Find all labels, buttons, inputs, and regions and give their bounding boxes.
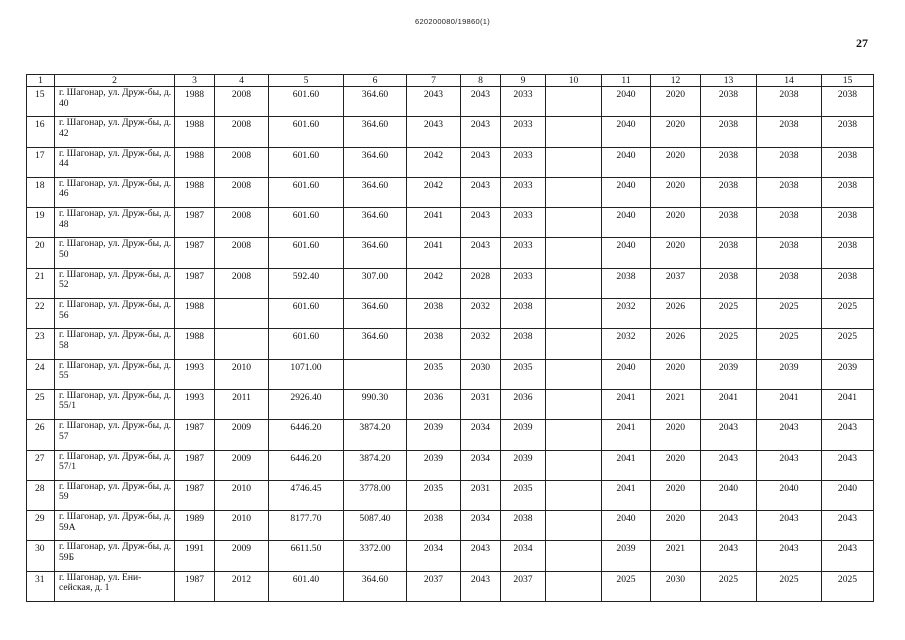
- value-cell-col-8: 2030: [461, 359, 501, 389]
- table-row: [27, 268, 874, 298]
- value-cell-col-5: 592.40: [269, 268, 344, 298]
- column-header-13: 13: [701, 75, 757, 87]
- value-cell-col-6: 364.60: [344, 147, 407, 177]
- value-cell-col-10: [546, 208, 602, 238]
- value-cell-col-5: 8177.70: [269, 511, 344, 541]
- table-row: [27, 177, 874, 207]
- value-cell-col-14: 2038: [757, 208, 822, 238]
- value-cell-col-15: 2039: [822, 359, 874, 389]
- row-number-cell: 24: [27, 359, 55, 389]
- value-cell-col-15: 2040: [822, 480, 874, 510]
- value-cell-col-9: 2036: [501, 389, 546, 419]
- row-number-cell: 16: [27, 117, 55, 147]
- value-cell-col-7: 2035: [407, 359, 461, 389]
- column-header-5: 5: [269, 75, 344, 87]
- value-cell-col-4: [215, 329, 269, 359]
- value-cell-col-6: 364.60: [344, 87, 407, 117]
- value-cell-col-13: 2043: [701, 511, 757, 541]
- value-cell-col-3: 1988: [175, 299, 215, 329]
- value-cell-col-8: 2034: [461, 420, 501, 450]
- address-cell: г. Шагонар, ул. Друж-бы, д. 40: [55, 87, 175, 117]
- document-id: 620200080/19860(1): [414, 17, 491, 26]
- value-cell-col-6: 990.30: [344, 389, 407, 419]
- value-cell-col-9: 2037: [501, 571, 546, 601]
- value-cell-col-13: 2038: [701, 268, 757, 298]
- row-number-cell: 26: [27, 420, 55, 450]
- column-header-14: 14: [757, 75, 822, 87]
- value-cell-col-9: 2033: [501, 177, 546, 207]
- value-cell-col-13: 2038: [701, 117, 757, 147]
- value-cell-col-12: 2020: [651, 359, 701, 389]
- value-cell-col-5: 2926.40: [269, 389, 344, 419]
- row-number-cell: 21: [27, 268, 55, 298]
- value-cell-col-7: 2038: [407, 299, 461, 329]
- value-cell-col-4: 2010: [215, 511, 269, 541]
- value-cell-col-15: 2025: [822, 299, 874, 329]
- column-header-4: 4: [215, 75, 269, 87]
- address-cell: г. Шагонар, ул. Друж-бы, д. 58: [55, 329, 175, 359]
- address-cell: г. Шагонар, ул. Друж-бы, д. 46: [55, 177, 175, 207]
- value-cell-col-14: 2038: [757, 147, 822, 177]
- value-cell-col-10: [546, 480, 602, 510]
- value-cell-col-11: 2040: [602, 147, 651, 177]
- value-cell-col-3: 1988: [175, 147, 215, 177]
- value-cell-col-14: 2038: [757, 117, 822, 147]
- value-cell-col-14: 2025: [757, 329, 822, 359]
- value-cell-col-6: 364.60: [344, 238, 407, 268]
- row-number-cell: 28: [27, 480, 55, 510]
- column-header-9: 9: [501, 75, 546, 87]
- value-cell-col-11: 2032: [602, 329, 651, 359]
- value-cell-col-5: 601.60: [269, 87, 344, 117]
- value-cell-col-10: [546, 329, 602, 359]
- value-cell-col-15: 2025: [822, 329, 874, 359]
- table-row: [27, 87, 874, 117]
- table-row: [27, 480, 874, 510]
- table-row: [27, 329, 874, 359]
- address-cell: г. Шагонар, ул. Друж-бы, д. 56: [55, 299, 175, 329]
- value-cell-col-15: 2038: [822, 177, 874, 207]
- row-number-cell: 17: [27, 147, 55, 177]
- value-cell-col-6: 3874.20: [344, 450, 407, 480]
- value-cell-col-6: 3778.00: [344, 480, 407, 510]
- value-cell-col-13: 2025: [701, 571, 757, 601]
- value-cell-col-9: 2033: [501, 147, 546, 177]
- value-cell-col-12: 2020: [651, 238, 701, 268]
- value-cell-col-9: 2038: [501, 299, 546, 329]
- column-header-3: 3: [175, 75, 215, 87]
- value-cell-col-14: 2025: [757, 299, 822, 329]
- value-cell-col-12: 2020: [651, 147, 701, 177]
- value-cell-col-7: 2043: [407, 87, 461, 117]
- table-row: [27, 147, 874, 177]
- value-cell-col-14: 2038: [757, 268, 822, 298]
- value-cell-col-13: 2025: [701, 299, 757, 329]
- value-cell-col-13: 2025: [701, 329, 757, 359]
- value-cell-col-10: [546, 541, 602, 571]
- address-cell: г. Шагонар, ул. Ени-сейская, д. 1: [55, 571, 175, 601]
- value-cell-col-14: 2043: [757, 450, 822, 480]
- value-cell-col-8: 2032: [461, 299, 501, 329]
- value-cell-col-10: [546, 117, 602, 147]
- column-header-11: 11: [602, 75, 651, 87]
- value-cell-col-12: 2030: [651, 571, 701, 601]
- value-cell-col-12: 2020: [651, 87, 701, 117]
- value-cell-col-4: 2008: [215, 117, 269, 147]
- value-cell-col-7: 2039: [407, 450, 461, 480]
- value-cell-col-3: 1987: [175, 208, 215, 238]
- value-cell-col-7: 2036: [407, 389, 461, 419]
- column-header-12: 12: [651, 75, 701, 87]
- value-cell-col-5: 601.60: [269, 208, 344, 238]
- value-cell-col-4: 2009: [215, 420, 269, 450]
- address-cell: г. Шагонар, ул. Друж-бы, д. 50: [55, 238, 175, 268]
- value-cell-col-3: 1988: [175, 329, 215, 359]
- value-cell-col-15: 2041: [822, 389, 874, 419]
- value-cell-col-11: 2032: [602, 299, 651, 329]
- address-cell: г. Шагонар, ул. Друж-бы, д. 59: [55, 480, 175, 510]
- value-cell-col-6: 364.60: [344, 117, 407, 147]
- value-cell-col-13: 2038: [701, 238, 757, 268]
- value-cell-col-4: 2008: [215, 177, 269, 207]
- address-cell: г. Шагонар, ул. Друж-бы, д. 48: [55, 208, 175, 238]
- value-cell-col-5: 1071.00: [269, 359, 344, 389]
- table-row: [27, 238, 874, 268]
- value-cell-col-10: [546, 299, 602, 329]
- value-cell-col-11: 2040: [602, 87, 651, 117]
- value-cell-col-6: 364.60: [344, 299, 407, 329]
- value-cell-col-9: 2033: [501, 238, 546, 268]
- value-cell-col-7: 2038: [407, 511, 461, 541]
- value-cell-col-6: 364.60: [344, 329, 407, 359]
- value-cell-col-7: 2041: [407, 208, 461, 238]
- value-cell-col-10: [546, 389, 602, 419]
- row-number-cell: 29: [27, 511, 55, 541]
- value-cell-col-6: 3874.20: [344, 420, 407, 450]
- value-cell-col-5: 601.60: [269, 238, 344, 268]
- table-row: [27, 117, 874, 147]
- column-header-10: 10: [546, 75, 602, 87]
- value-cell-col-5: 601.60: [269, 147, 344, 177]
- value-cell-col-8: 2043: [461, 571, 501, 601]
- value-cell-col-11: 2040: [602, 359, 651, 389]
- value-cell-col-12: 2020: [651, 117, 701, 147]
- value-cell-col-12: 2026: [651, 329, 701, 359]
- value-cell-col-12: 2020: [651, 208, 701, 238]
- value-cell-col-9: 2035: [501, 359, 546, 389]
- value-cell-col-8: 2043: [461, 117, 501, 147]
- value-cell-col-4: 2008: [215, 238, 269, 268]
- value-cell-col-5: 601.60: [269, 177, 344, 207]
- value-cell-col-9: 2039: [501, 450, 546, 480]
- value-cell-col-13: 2041: [701, 389, 757, 419]
- row-number-cell: 22: [27, 299, 55, 329]
- value-cell-col-10: [546, 511, 602, 541]
- value-cell-col-5: 601.60: [269, 329, 344, 359]
- value-cell-col-6: 364.60: [344, 177, 407, 207]
- value-cell-col-3: 1989: [175, 511, 215, 541]
- value-cell-col-13: 2039: [701, 359, 757, 389]
- value-cell-col-10: [546, 177, 602, 207]
- address-cell: г. Шагонар, ул. Друж-бы, д. 57: [55, 420, 175, 450]
- value-cell-col-14: 2038: [757, 87, 822, 117]
- value-cell-col-11: 2025: [602, 571, 651, 601]
- value-cell-col-14: 2043: [757, 420, 822, 450]
- value-cell-col-14: 2025: [757, 571, 822, 601]
- value-cell-col-4: 2008: [215, 147, 269, 177]
- value-cell-col-11: 2039: [602, 541, 651, 571]
- row-number-cell: 27: [27, 450, 55, 480]
- value-cell-col-14: 2038: [757, 177, 822, 207]
- value-cell-col-14: 2041: [757, 389, 822, 419]
- table-row: [27, 571, 874, 601]
- value-cell-col-11: 2041: [602, 389, 651, 419]
- value-cell-col-4: 2008: [215, 208, 269, 238]
- value-cell-col-9: 2033: [501, 208, 546, 238]
- row-number-cell: 23: [27, 329, 55, 359]
- row-number-cell: 25: [27, 389, 55, 419]
- value-cell-col-8: 2043: [461, 177, 501, 207]
- value-cell-col-14: 2040: [757, 480, 822, 510]
- value-cell-col-10: [546, 450, 602, 480]
- table-row: [27, 359, 874, 389]
- value-cell-col-3: 1991: [175, 541, 215, 571]
- value-cell-col-14: 2043: [757, 511, 822, 541]
- value-cell-col-3: 1987: [175, 571, 215, 601]
- value-cell-col-9: 2035: [501, 480, 546, 510]
- column-header-1: 1: [27, 75, 55, 87]
- value-cell-col-7: 2037: [407, 571, 461, 601]
- table-row: [27, 208, 874, 238]
- value-cell-col-10: [546, 268, 602, 298]
- column-header-6: 6: [344, 75, 407, 87]
- value-cell-col-13: 2040: [701, 480, 757, 510]
- value-cell-col-9: 2033: [501, 87, 546, 117]
- value-cell-col-3: 1993: [175, 359, 215, 389]
- value-cell-col-3: 1987: [175, 450, 215, 480]
- value-cell-col-10: [546, 359, 602, 389]
- value-cell-col-3: 1988: [175, 117, 215, 147]
- value-cell-col-8: 2034: [461, 511, 501, 541]
- value-cell-col-9: 2039: [501, 420, 546, 450]
- page-number: 27: [856, 36, 868, 50]
- value-cell-col-9: 2038: [501, 329, 546, 359]
- value-cell-col-15: 2038: [822, 268, 874, 298]
- value-cell-col-7: 2043: [407, 117, 461, 147]
- value-cell-col-12: 2020: [651, 420, 701, 450]
- address-cell: г. Шагонар, ул. Друж-бы, д. 52: [55, 268, 175, 298]
- value-cell-col-4: 2010: [215, 359, 269, 389]
- row-number-cell: 15: [27, 87, 55, 117]
- value-cell-col-14: 2038: [757, 238, 822, 268]
- value-cell-col-3: 1988: [175, 87, 215, 117]
- address-cell: г. Шагонар, ул. Друж-бы, д. 57/1: [55, 450, 175, 480]
- address-cell: г. Шагонар, ул. Друж-бы, д. 44: [55, 147, 175, 177]
- table-row: [27, 299, 874, 329]
- value-cell-col-9: 2038: [501, 511, 546, 541]
- value-cell-col-8: 2043: [461, 87, 501, 117]
- value-cell-col-12: 2021: [651, 389, 701, 419]
- address-cell: г. Шагонар, ул. Друж-бы, д. 59Б: [55, 541, 175, 571]
- value-cell-col-13: 2043: [701, 541, 757, 571]
- column-header-2: 2: [55, 75, 175, 87]
- value-cell-col-6: 5087.40: [344, 511, 407, 541]
- address-cell: г. Шагонар, ул. Друж-бы, д. 42: [55, 117, 175, 147]
- value-cell-col-13: 2038: [701, 87, 757, 117]
- column-header-15: 15: [822, 75, 874, 87]
- value-cell-col-5: 601.40: [269, 571, 344, 601]
- value-cell-col-14: 2043: [757, 541, 822, 571]
- value-cell-col-12: 2020: [651, 480, 701, 510]
- value-cell-col-13: 2038: [701, 208, 757, 238]
- value-cell-col-15: 2043: [822, 450, 874, 480]
- value-cell-col-5: 4746.45: [269, 480, 344, 510]
- value-cell-col-7: 2038: [407, 329, 461, 359]
- value-cell-col-13: 2043: [701, 450, 757, 480]
- row-number-cell: 18: [27, 177, 55, 207]
- value-cell-col-4: 2011: [215, 389, 269, 419]
- value-cell-col-5: 6611.50: [269, 541, 344, 571]
- value-cell-col-9: 2034: [501, 541, 546, 571]
- value-cell-col-3: 1993: [175, 389, 215, 419]
- value-cell-col-8: 2028: [461, 268, 501, 298]
- value-cell-col-5: 601.60: [269, 299, 344, 329]
- value-cell-col-8: 2043: [461, 208, 501, 238]
- value-cell-col-4: 2008: [215, 87, 269, 117]
- row-number-cell: 19: [27, 208, 55, 238]
- value-cell-col-10: [546, 420, 602, 450]
- value-cell-col-11: 2040: [602, 511, 651, 541]
- value-cell-col-13: 2038: [701, 147, 757, 177]
- value-cell-col-4: 2012: [215, 571, 269, 601]
- value-cell-col-3: 1987: [175, 420, 215, 450]
- value-cell-col-7: 2042: [407, 177, 461, 207]
- value-cell-col-12: 2021: [651, 541, 701, 571]
- data-table: [26, 74, 874, 602]
- value-cell-col-9: 2033: [501, 117, 546, 147]
- value-cell-col-11: 2038: [602, 268, 651, 298]
- value-cell-col-11: 2041: [602, 450, 651, 480]
- value-cell-col-3: 1987: [175, 268, 215, 298]
- value-cell-col-8: 2043: [461, 238, 501, 268]
- value-cell-col-12: 2026: [651, 299, 701, 329]
- value-cell-col-7: 2042: [407, 147, 461, 177]
- value-cell-col-9: 2033: [501, 268, 546, 298]
- value-cell-col-12: 2020: [651, 450, 701, 480]
- table-row: [27, 389, 874, 419]
- row-number-cell: 20: [27, 238, 55, 268]
- address-cell: г. Шагонар, ул. Друж-бы, д. 55/1: [55, 389, 175, 419]
- value-cell-col-12: 2020: [651, 177, 701, 207]
- value-cell-col-7: 2034: [407, 541, 461, 571]
- value-cell-col-4: [215, 299, 269, 329]
- value-cell-col-5: 601.60: [269, 117, 344, 147]
- value-cell-col-12: 2037: [651, 268, 701, 298]
- value-cell-col-15: 2038: [822, 117, 874, 147]
- table-row: [27, 450, 874, 480]
- value-cell-col-11: 2040: [602, 238, 651, 268]
- value-cell-col-14: 2039: [757, 359, 822, 389]
- value-cell-col-15: 2043: [822, 511, 874, 541]
- row-number-cell: 30: [27, 541, 55, 571]
- value-cell-col-8: 2034: [461, 450, 501, 480]
- table-row: [27, 511, 874, 541]
- value-cell-col-7: 2042: [407, 268, 461, 298]
- value-cell-col-12: 2020: [651, 511, 701, 541]
- value-cell-col-6: 307.00: [344, 268, 407, 298]
- value-cell-col-4: 2010: [215, 480, 269, 510]
- value-cell-col-11: 2040: [602, 117, 651, 147]
- value-cell-col-10: [546, 87, 602, 117]
- row-number-cell: 31: [27, 571, 55, 601]
- value-cell-col-7: 2041: [407, 238, 461, 268]
- value-cell-col-6: 3372.00: [344, 541, 407, 571]
- value-cell-col-15: 2038: [822, 208, 874, 238]
- address-cell: г. Шагонар, ул. Друж-бы, д. 55: [55, 359, 175, 389]
- value-cell-col-7: 2035: [407, 480, 461, 510]
- table-row: [27, 541, 874, 571]
- value-cell-col-5: 6446.20: [269, 420, 344, 450]
- value-cell-col-6: 364.60: [344, 208, 407, 238]
- value-cell-col-8: 2043: [461, 541, 501, 571]
- value-cell-col-15: 2038: [822, 87, 874, 117]
- value-cell-col-10: [546, 571, 602, 601]
- column-header-7: 7: [407, 75, 461, 87]
- value-cell-col-10: [546, 147, 602, 177]
- value-cell-col-3: 1988: [175, 177, 215, 207]
- value-cell-col-13: 2043: [701, 420, 757, 450]
- value-cell-col-4: 2008: [215, 268, 269, 298]
- value-cell-col-3: 1987: [175, 238, 215, 268]
- value-cell-col-3: 1987: [175, 480, 215, 510]
- value-cell-col-11: 2040: [602, 177, 651, 207]
- value-cell-col-4: 2009: [215, 541, 269, 571]
- header-row: [27, 75, 874, 87]
- value-cell-col-8: 2031: [461, 480, 501, 510]
- value-cell-col-15: 2043: [822, 541, 874, 571]
- column-header-8: 8: [461, 75, 501, 87]
- value-cell-col-11: 2040: [602, 208, 651, 238]
- value-cell-col-8: 2032: [461, 329, 501, 359]
- value-cell-col-5: 6446.20: [269, 450, 344, 480]
- table-row: [27, 420, 874, 450]
- value-cell-col-8: 2043: [461, 147, 501, 177]
- value-cell-col-15: 2043: [822, 420, 874, 450]
- value-cell-col-15: 2038: [822, 238, 874, 268]
- value-cell-col-11: 2041: [602, 480, 651, 510]
- value-cell-col-7: 2039: [407, 420, 461, 450]
- value-cell-col-13: 2038: [701, 177, 757, 207]
- value-cell-col-6: 364.60: [344, 571, 407, 601]
- value-cell-col-4: 2009: [215, 450, 269, 480]
- value-cell-col-11: 2041: [602, 420, 651, 450]
- value-cell-col-6: [344, 359, 407, 389]
- address-cell: г. Шагонар, ул. Друж-бы, д. 59А: [55, 511, 175, 541]
- value-cell-col-8: 2031: [461, 389, 501, 419]
- value-cell-col-10: [546, 238, 602, 268]
- value-cell-col-15: 2025: [822, 571, 874, 601]
- value-cell-col-15: 2038: [822, 147, 874, 177]
